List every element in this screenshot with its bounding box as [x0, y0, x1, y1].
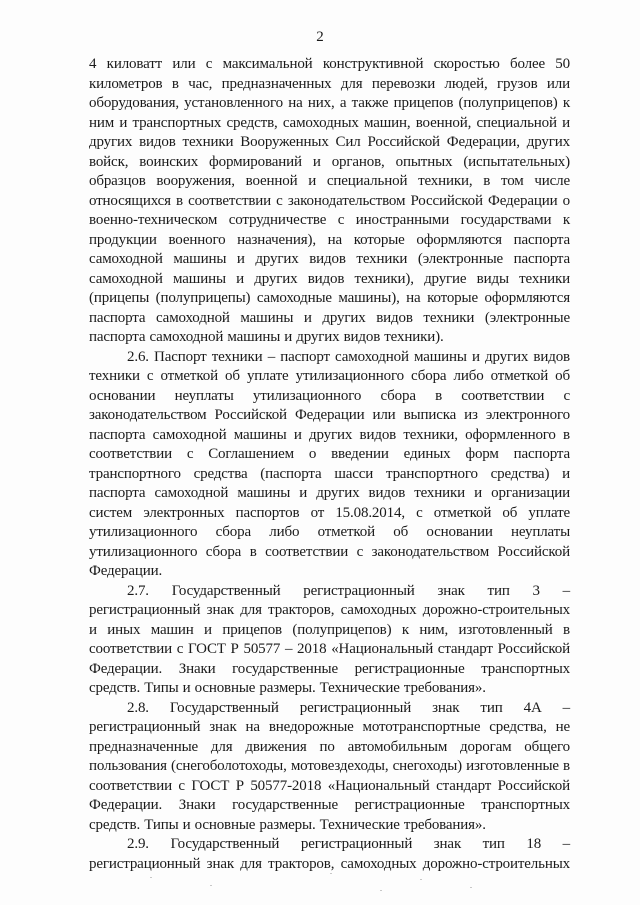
paragraph-continuation: 4 киловатт или с максимальной конструктивной скоростью более 50 километров в час, предназначенных для перевозки людей, грузов или оборудования, установленного на них, а также прицепов (полуприцепов) к ним и транспортных средств, самоходных машин, военной, специальной и других видов техники Вооруженных Сил Российской Федерации, других войск, воинских формирований и органов, опытных (испытательных) образцов вооружения, военной и специальной техники, в том числе относящихся в соответствии с законодательством Российской Федерации о военно-техническом сотрудничестве с иностранными государствами к продукции военного назначения), на которые оформляются паспорта самоходной машины и других видов техники (электронные паспорта самоходной машины и других видов техники), другие виды техники (прицепы (полуприцепы) самоходные машины), на которые оформляются паспорта самоходной машины и других видов техники (электронные паспорта самоходной машины и других видов техники).	[89, 56, 570, 345]
paragraph-item-2-7: 2.7. Государственный регистрационный знак тип 3 – регистрационный знак для тракторов, самоходных дорожно-строительных и иных машин и прицепов (полуприцепов) к ним, изготовленный в соответствии с ГОСТ Р 50577 – 2018 «Национальный стандарт Российской Федерации. Знаки государственные регистрационные транспортных средств. Типы и основные размеры. Технические требования».	[89, 582, 570, 696]
page-number: 2	[316, 29, 324, 45]
paragraph-item-2-6: 2.6. Паспорт техники – паспорт самоходной машины и других видов техники с отметкой об уплате утилизационного сбора либо отметкой об основании неуплаты утилизационного сбора в соответствии с законодательством Российской Федерации или выписка из электронного паспорта самоходной машины и других видов техники, оформленного в соответствии с Соглашением о введении единых форм паспорта транспортного средства (паспорта шасси транспортного средства) и паспорта самоходной машины и других видов техники и организации систем электронных паспортов от 15.08.2014, с отметкой об уплате утилизационного сбора либо отметкой об основании неуплаты утилизационного сбора в соответствии с законодательством Российской Федерации.	[89, 348, 570, 579]
paragraph-item-2-9: 2.9. Государственный регистрационный знак тип 18 – регистрационный знак для тракторов, самоходных дорожно-строительных	[89, 836, 570, 872]
paragraph-item-2-8: 2.8. Государственный регистрационный знак тип 4А – регистрационный знак на внедорожные мототранспортные средства, не предназначенные для движения по автомобильным дорогам общего пользования (снегоболотоходы, мотовездеходы, снегоходы) изготовленные в соответствии с ГОСТ Р 50577-2018 «Национальный стандарт Российской Федерации. Знаки государственные регистрационные транспортных средств. Типы и основные размеры. Технические требования».	[89, 699, 570, 833]
document-body	[89, 55, 570, 874]
